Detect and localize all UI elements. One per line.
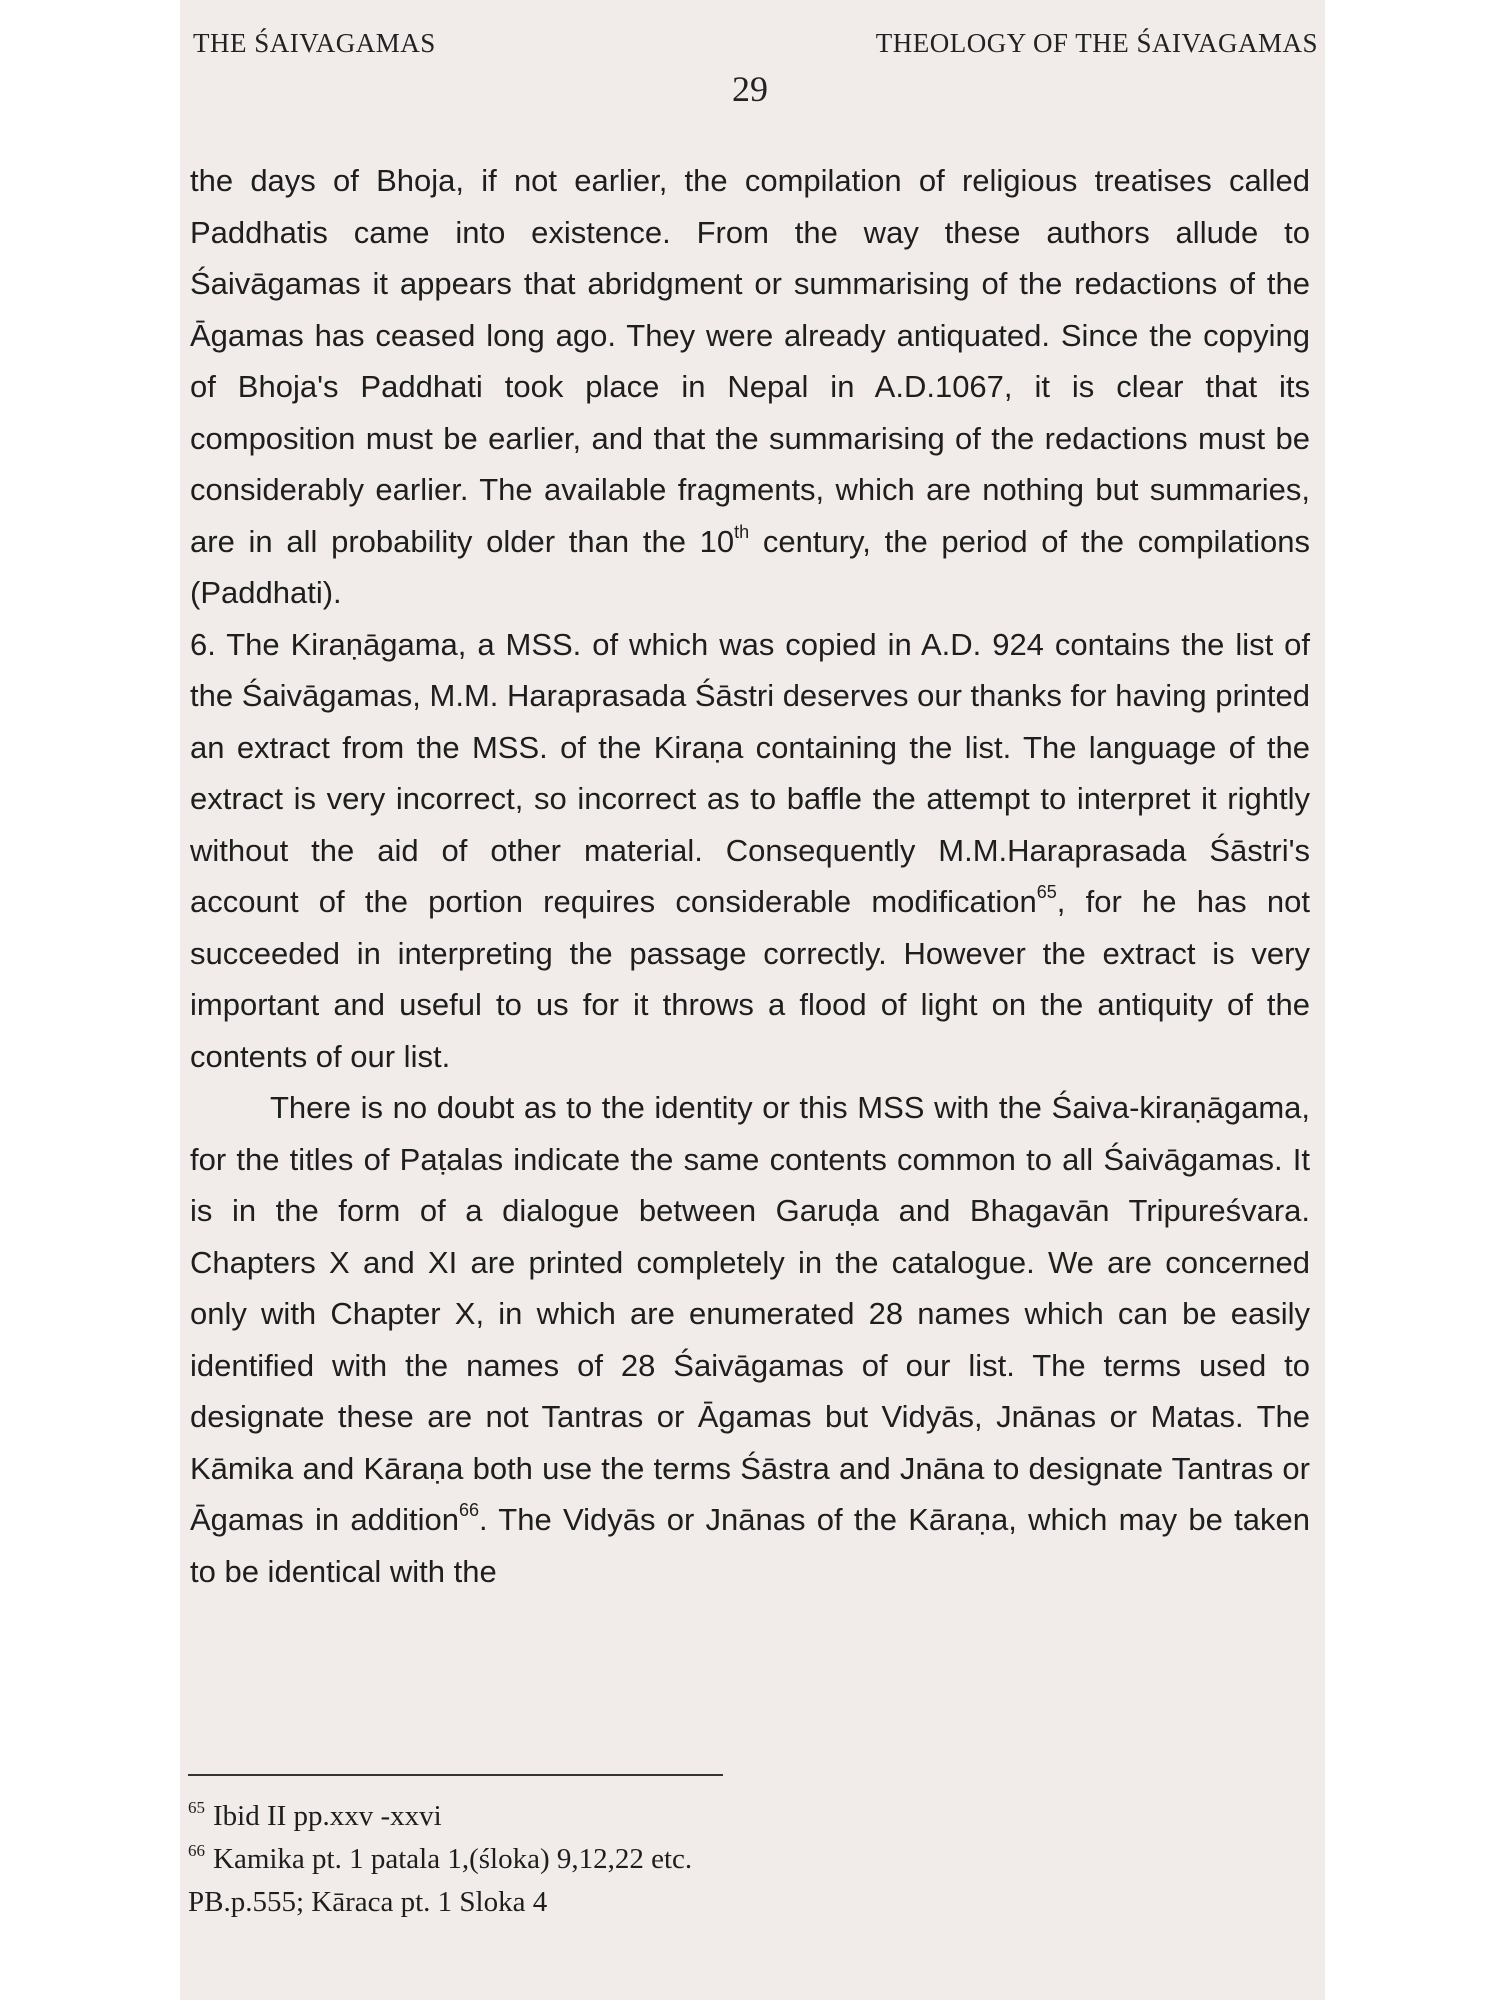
footnote-ref-66: 66	[458, 1500, 479, 1520]
footnote-66-continued: PB.p.555; Kāraca pt. 1 Sloka 4	[188, 1886, 548, 1918]
header-right: THEOLOGY OF THE ŚAIVAGAMAS	[875, 28, 1318, 58]
footnotes	[188, 1795, 692, 1924]
header-left: THE ŚAIVAGAMAS	[193, 28, 436, 58]
footnote-ref-65: 65	[1036, 882, 1057, 902]
footnote-divider	[188, 1774, 723, 1776]
footnote-66: $^{66}$ Kamika pt. 1 patala 1,(śloka) 9,12,22 etc.	[188, 1841, 693, 1875]
page-number: 29	[732, 69, 768, 109]
paragraph-1: the days of Bhoja, if not earlier, the compilation of religious treatises called Paddhatis came into existence. From the way these authors allude to Śaivāgamas it appears that abridgment or summarising of the redactions of the Āgamas has ceased long ago. They were already antiquated. Since the copying of Bhoja's Paddhati took place in Nepal in A.D.1067, it is clear that its composition must be earlier, and that the summarising of the redactions must be considerably earlier. The available fragments, which are nothing but summaries, are in all probability older than the 10th century, the period of the compilations (Paddhati).	[190, 163, 1310, 610]
paragraph-2: 6. The Kiraṇāgama, a MSS. of which was copied in A.D. 924 contains the list of the Śaivāgamas, M.M. Haraprasada Śāstri deserves our thanks for having printed an extract from the MSS. of the Kiraṇa containing the list. The language of the extract is very incorrect, so incorrect as to baffle the attempt to interpret it rightly without the aid of other material. Consequently M.M.Haraprasada Śāstri's account of the portion requires considerable modification$^{65}$, for he has not succeeded in interpreting the passage correctly. However the extract is very important and useful to us for it throws a flood of light on the antiquity of the contents of our list.	[190, 626, 1310, 1074]
superscript-th: th	[734, 521, 750, 542]
body-text	[190, 155, 1310, 1597]
paragraph-3: There is no doubt as to the identity or this MSS with the Śaiva-kiraṇāgama, for the titles of Paṭalas indicate the same contents common to all Śaivāgamas. It is in the form of a dialogue between Garuḍa and Bhagavān Tripureśvara. Chapters X and XI are printed completely in the catalogue. We are concerned only with Chapter X, in which are enumerated 28 names which can be easily identified with the names of 28 Śaivāgamas of our list. The terms used to designate these are not Tantras or Āgamas but Vidyās, Jnānas or Matas. The Kāmika and Kāraṇa both use the terms Śāstra and Jnāna to designate Tantras or Āgamas in addition$^{66}$. The Vidyās or Jnānas of the Kāraṇa, which may be taken to be identical with the	[190, 1090, 1310, 1589]
footnote-65: $^{65}$ Ibid II pp.xxv -xxvi	[188, 1798, 442, 1832]
running-header	[193, 28, 1318, 59]
